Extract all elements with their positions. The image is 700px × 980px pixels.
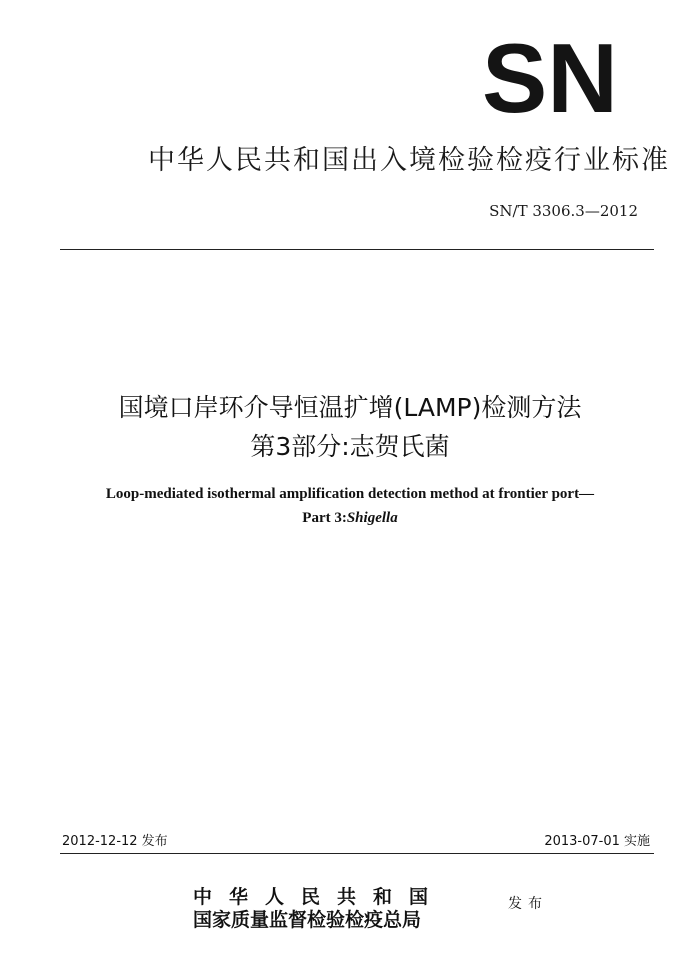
sn-logo-text: SN — [482, 40, 618, 118]
issue-date: 2012-12-12 发布 — [62, 834, 168, 849]
issuer-action-label: 发布 — [508, 896, 548, 912]
chinese-title-line-2: 第3部分:志贺氏菌 — [250, 432, 450, 461]
english-title-organism: Shigella — [346, 510, 398, 526]
english-title-line-2 — [0, 510, 700, 527]
sn-logo-graphic — [480, 40, 620, 118]
english-title-part-label: Part 3: — [302, 510, 347, 526]
issuer-agency: 国家质量监督检验检疫总局 — [193, 909, 422, 931]
industry-standard-title: 中华人民共和国出入境检验检疫行业标准 — [148, 145, 670, 176]
chinese-title-line-1: 国境口岸环介导恒温扩增(LAMP)检测方法 — [118, 393, 582, 422]
bottom-divider — [60, 853, 654, 854]
top-divider — [60, 249, 654, 250]
standard-number: SN/T 3306.3—2012 — [489, 202, 638, 220]
implementation-date: 2013-07-01 实施 — [544, 834, 650, 849]
issuer-country: 中华人民共和国 — [193, 886, 446, 908]
sn-logo — [480, 40, 620, 118]
english-title-line-1: Loop-mediated isothermal amplification detection method at frontier port— — [105, 486, 595, 502]
